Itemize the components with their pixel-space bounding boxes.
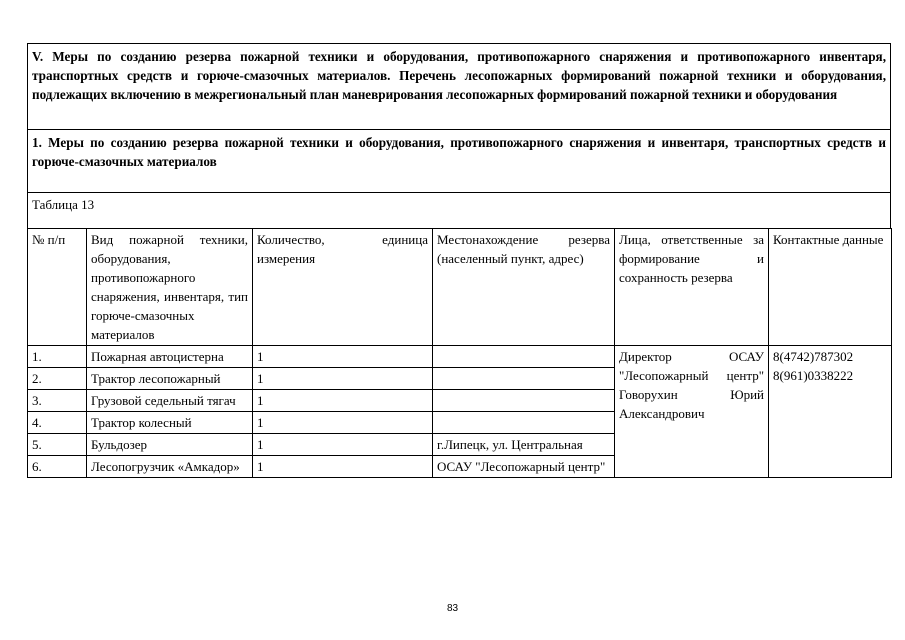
table-header-row: [28, 229, 892, 346]
row-quantity: 1: [253, 434, 433, 456]
reserve-table: [27, 228, 892, 478]
row-location: г.Липецк, ул. Центральная: [433, 434, 615, 456]
page-number: 83: [446, 603, 459, 614]
row-type: Бульдозер: [87, 434, 253, 456]
table-caption: Таблица 13: [27, 192, 891, 228]
row-type: Трактор колесный: [87, 412, 253, 434]
row-type: Пожарная автоцистерна: [87, 346, 253, 368]
row-quantity: 1: [253, 390, 433, 412]
section-subheading: 1. Меры по созданию резерва пожарной техники и оборудования, противопожарного снаряжения и инвентаря, транспортных средств и горюче-смазочных материалов: [27, 129, 891, 192]
header-quantity: Количество, единица измерения: [253, 229, 433, 346]
row-location: [433, 346, 615, 368]
contact-phone: 8(4742)787302: [773, 349, 854, 364]
row-location: ОСАУ "Лесопожарный центр": [433, 456, 615, 478]
row-location: [433, 412, 615, 434]
section-heading: V. Меры по созданию резерва пожарной техники и оборудования, противопожарного снаряжения и противопожарного инвентаря, транспортных средств и горюче-смазочных материалов. Перечень лесопожарных формирований пожарной техники и оборудования, подлежащих включению в межрегиональный план маневрирования лесопожарных формирований пожарной техники и оборудования: [27, 43, 891, 129]
row-number: 1.: [28, 346, 87, 368]
row-number: 6.: [28, 456, 87, 478]
row-location: [433, 368, 615, 390]
contact-data: [769, 346, 892, 478]
row-location: [433, 390, 615, 412]
table-row: [28, 346, 892, 368]
responsible-person: Директор ОСАУ "Лесопожарный центр" Говорухин Юрий Александрович: [615, 346, 769, 478]
row-number: 4.: [28, 412, 87, 434]
row-number: 3.: [28, 390, 87, 412]
header-location: Местонахождение резерва (населенный пункт, адрес): [433, 229, 615, 346]
row-type: Грузовой седельный тягач: [87, 390, 253, 412]
row-quantity: 1: [253, 346, 433, 368]
document-page: [27, 43, 891, 478]
header-number: № п/п: [28, 229, 87, 346]
row-type: Трактор лесопожарный: [87, 368, 253, 390]
row-quantity: 1: [253, 368, 433, 390]
row-number: 2.: [28, 368, 87, 390]
row-type: Лесопогрузчик «Амкадор»: [87, 456, 253, 478]
row-quantity: 1: [253, 456, 433, 478]
header-contacts: Контактные данные: [769, 229, 892, 346]
header-responsible: Лица, ответственные за формирование и сохранность резерва: [615, 229, 769, 346]
header-type: Вид пожарной техники, оборудования, противопожарного снаряжения, инвентаря, тип горюче-смазочных материалов: [87, 229, 253, 346]
row-number: 5.: [28, 434, 87, 456]
row-quantity: 1: [253, 412, 433, 434]
contact-phone: 8(961)0338222: [773, 368, 854, 383]
